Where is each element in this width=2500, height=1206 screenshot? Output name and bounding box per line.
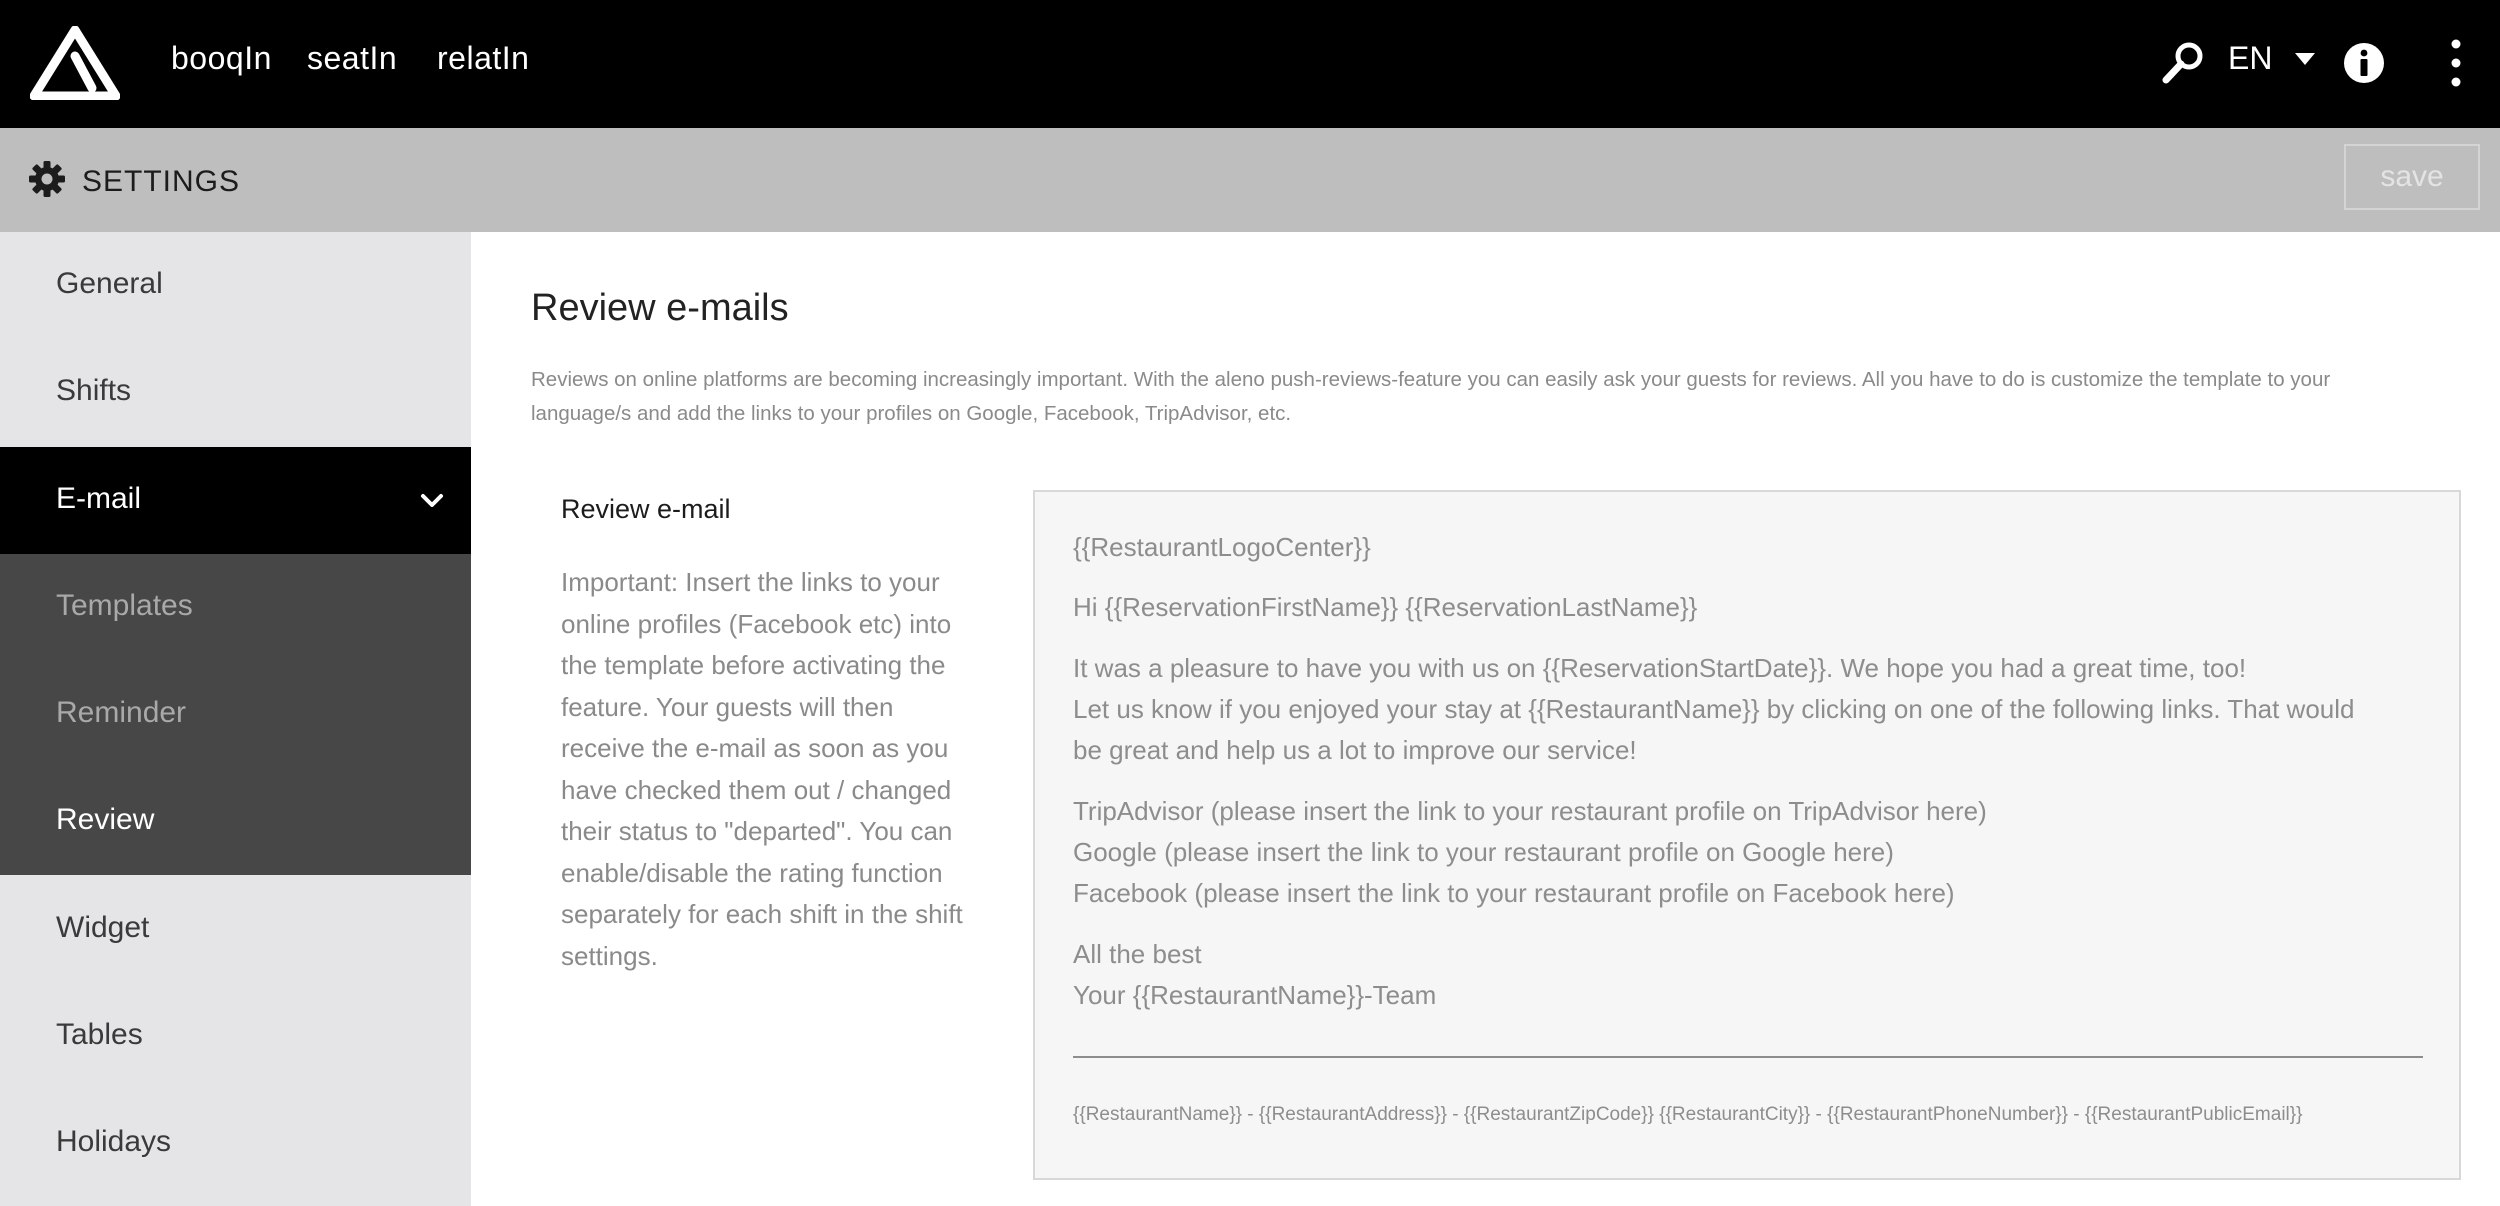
sidebar-item-label: Tables [56, 1018, 143, 1051]
template-line: Let us know if you enjoyed your stay at {{RestaurantName}} by clicking on one of the following links. That would [1073, 694, 2355, 724]
top-navigation-bar [0, 0, 2500, 128]
template-line: Hi {{ReservationFirstName}} {{ReservationLastName}} [1073, 592, 1698, 622]
sidebar-item-widget[interactable] [0, 876, 471, 983]
nav-relatin-link[interactable]: relatIn [437, 40, 530, 76]
template-footer: {{RestaurantName}} - {{RestaurantAddress}} - {{RestaurantZipCode}} {{RestaurantCity}} - {{RestaurantPhoneNumber}} - {{RestaurantPublicEmail}} [1073, 1104, 2303, 1125]
sidebar-item-shifts[interactable] [0, 339, 471, 446]
sidebar-subitem-reminder[interactable] [0, 661, 471, 768]
nav-seatin-link[interactable]: seatIn [307, 40, 398, 76]
settings-sidebar [0, 232, 471, 1206]
main-content [471, 232, 2500, 1206]
settings-header [0, 128, 2500, 232]
review-email-template-editor[interactable] [1033, 490, 2461, 1180]
info-icon[interactable] [2343, 42, 2385, 84]
sidebar-item-tables[interactable] [0, 983, 471, 1090]
sidebar-subitem-review[interactable] [0, 768, 471, 875]
review-email-note: Important: Insert the links to your online profiles (Facebook etc) into the template before activating the feature. Your guests will then receive the e-mail as soon as you have checked them out / changed their status to "departed". You can enable/disable the rating function separately for each shift in the shift settings. [561, 567, 963, 971]
language-selector[interactable]: EN [2228, 40, 2273, 76]
sidebar-item-email[interactable] [0, 447, 471, 554]
caret-down-icon[interactable] [2293, 50, 2317, 68]
sidebar-item-label: Templates [56, 589, 193, 622]
sidebar-item-label: Holidays [56, 1125, 172, 1158]
sidebar-item-label: Widget [56, 911, 150, 944]
sidebar-item-label: Reminder [56, 696, 187, 729]
nav-booqin-link[interactable]: booqIn [171, 40, 272, 76]
search-icon[interactable] [2160, 40, 2206, 86]
template-divider [1073, 1056, 2423, 1058]
sidebar-item-holidays[interactable] [0, 1090, 471, 1197]
section-description: Reviews on online platforms are becoming increasingly important. With the aleno push-reviews-feature you can easily ask your guests for reviews. All you have to do is customize the template to your language/s and add the links to your profiles on Google, Facebook, TripAdvisor, etc. [531, 368, 2331, 425]
sidebar-item-label: E-mail [56, 482, 142, 515]
page-title: SETTINGS [82, 165, 241, 198]
review-email-label: Review e-mail [561, 494, 731, 524]
template-line: Google (please insert the link to your restaurant profile on Google here) [1073, 837, 1894, 867]
save-button[interactable]: save [2344, 144, 2480, 210]
section-title: Review e-mails [531, 287, 789, 329]
template-line: Facebook (please insert the link to your restaurant profile on Facebook here) [1073, 878, 1955, 908]
sidebar-subitem-templates[interactable] [0, 554, 471, 661]
sidebar-item-label: Review [56, 803, 155, 836]
template-line: All the best [1073, 939, 1202, 969]
template-line: be great and help us a lot to improve our service! [1073, 735, 1637, 765]
more-vertical-icon[interactable] [2448, 38, 2464, 88]
template-line: TripAdvisor (please insert the link to your restaurant profile on TripAdvisor here) [1073, 796, 1987, 826]
template-line: It was a pleasure to have you with us on {{ReservationStartDate}}. We hope you had a great time, too! [1073, 653, 2247, 683]
sidebar-item-general[interactable] [0, 232, 471, 339]
chevron-down-icon [420, 493, 444, 509]
gear-icon [28, 160, 66, 198]
sidebar-item-label: Shifts [56, 374, 132, 407]
template-line: Your {{RestaurantName}}-Team [1073, 980, 1437, 1010]
template-line: {{RestaurantLogoCenter}} [1073, 532, 1371, 562]
sidebar-item-label: General [56, 267, 163, 300]
aleno-logo-icon[interactable] [30, 26, 120, 100]
